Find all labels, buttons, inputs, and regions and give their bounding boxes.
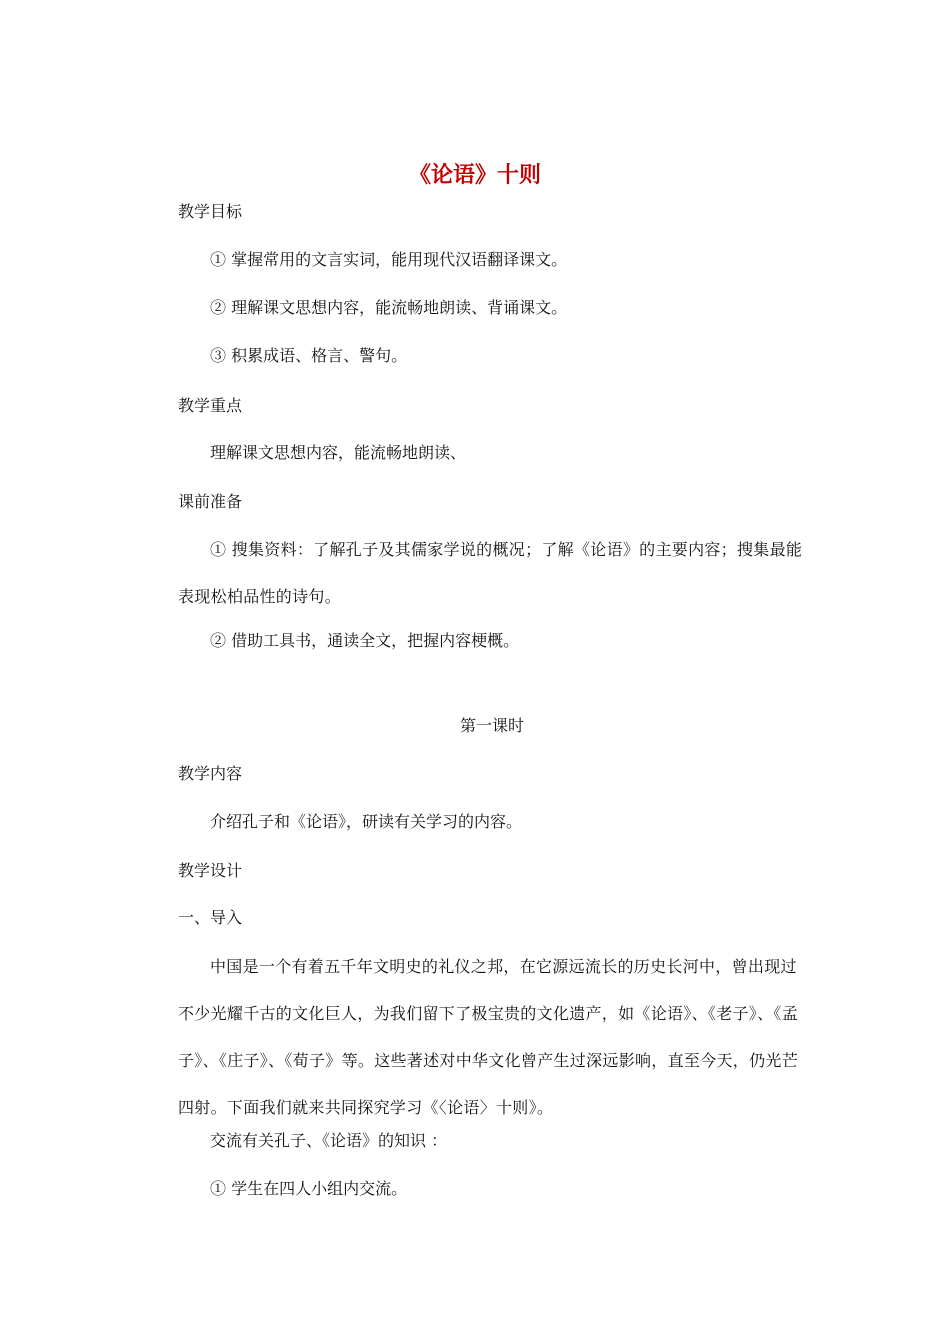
key-points-heading: 教学重点 [178,396,243,415]
step-item-1: ① 学生在四人小组内交流。 [210,1179,408,1198]
objectives-heading: 教学目标 [178,202,243,221]
preparation-heading: 课前准备 [178,492,243,511]
exchange-text: 交流有关孔子、《论语》的知识 ： [210,1131,448,1150]
document-title: 《论语》十则 [408,162,541,188]
objective-item-2: ② 理解课文思想内容，能流畅地朗读、背诵课文。 [210,298,568,317]
preparation-item-1: ① 搜集资料：了解孔子及其儒家学说的概况；了解《论语》的主要内容；搜集最能表现松柏品性的诗句。 [178,540,803,606]
intro-heading: 一、导入 [178,908,243,927]
content-heading: 教学内容 [178,764,243,783]
preparation-item-2: ② 借助工具书，通读全文，把握内容梗概。 [210,631,520,650]
lesson-heading: 第一课时 [459,716,524,735]
content-text: 介绍孔子和《论语》，研读有关学习的内容。 [210,812,523,831]
objective-item-1: ① 掌握常用的文言实词，能用现代汉语翻译课文。 [210,250,568,269]
design-heading: 教学设计 [178,861,243,880]
objective-item-3: ③ 积累成语、格言、警句。 [210,346,408,365]
intro-paragraph: 中国是一个有着五千年文明史的礼仪之邦，在它源远流长的历史长河中，曾出现过不少光耀千古的文化巨人，为我们留下了极宝贵的文化遗产，如《论语》、《老子》、《孟子》、《庄子》、《荀子》等。这些著述对中华文化曾产生过深远影响，直至今天，仍光芒四射。下面我们就来共同探究学习《〈论语〉十则》。 [178,957,799,1117]
key-points-text: 理解课文思想内容，能流畅地朗读、 [210,443,467,462]
